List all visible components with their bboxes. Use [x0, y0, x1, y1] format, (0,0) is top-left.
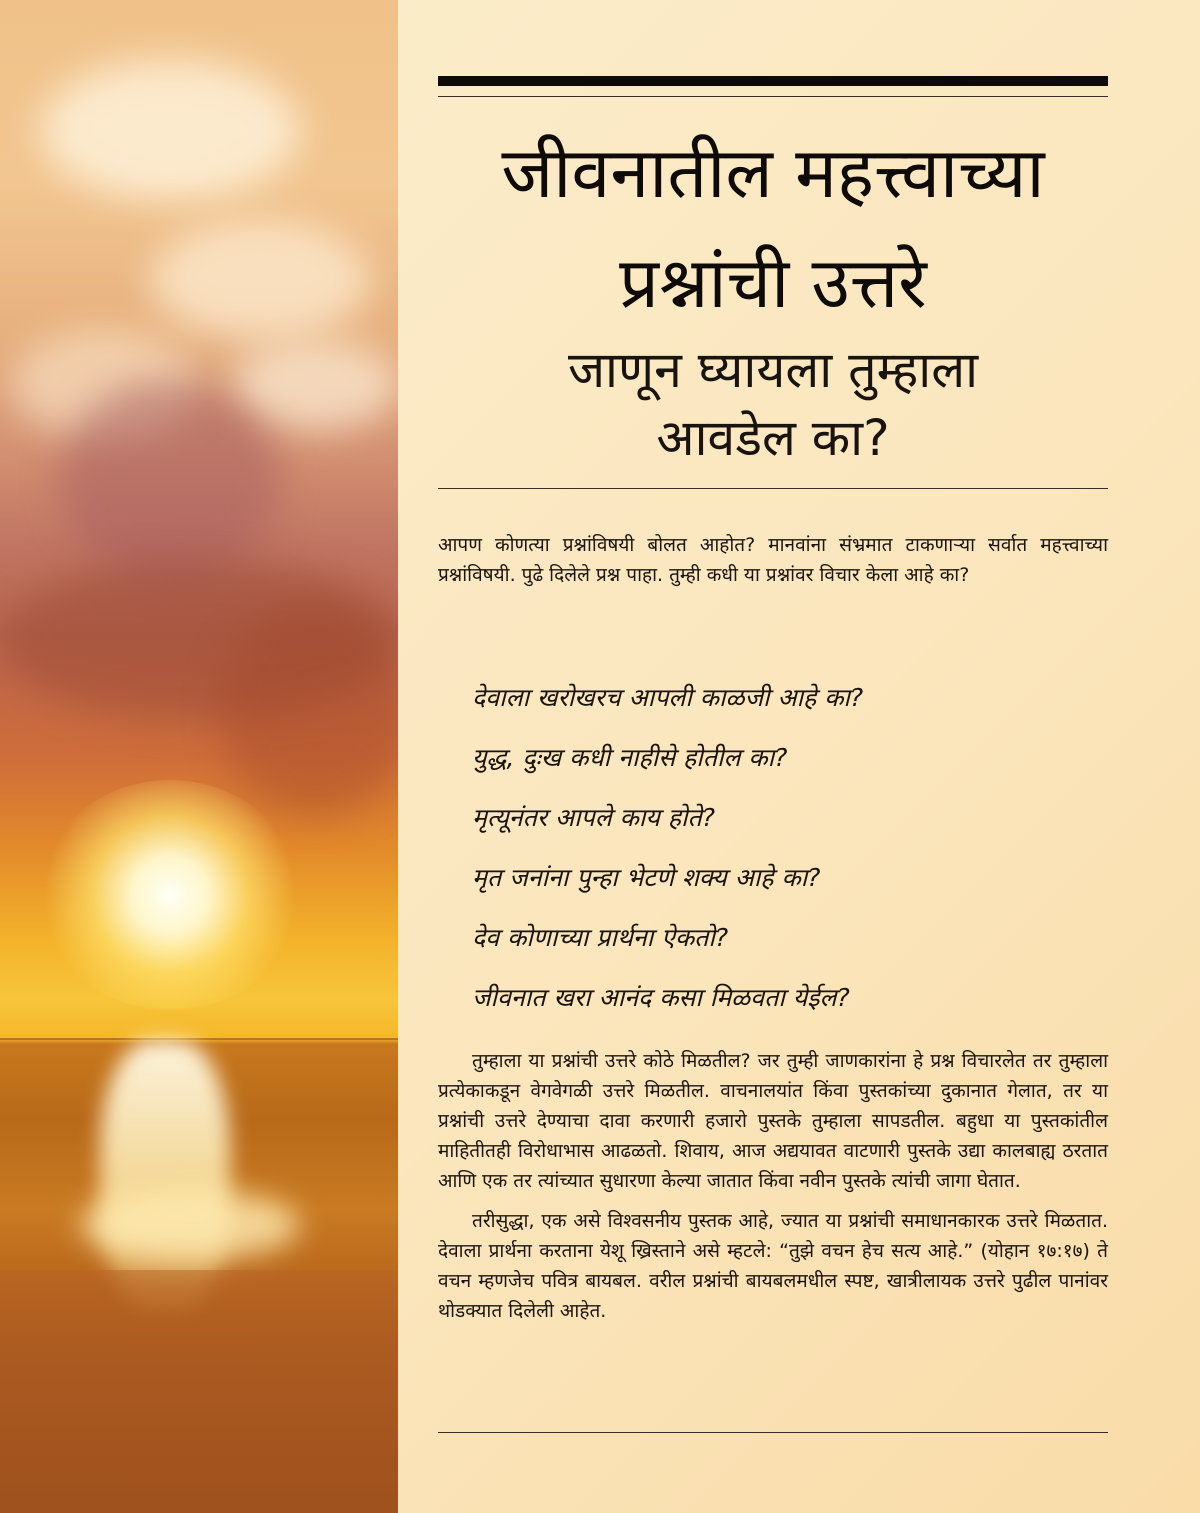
header-divider	[438, 488, 1108, 489]
beach-sand	[0, 1270, 398, 1513]
bottom-rule	[438, 1432, 1108, 1433]
sun	[40, 780, 300, 1010]
body-paragraph-2: तरीसुद्धा, एक असे विश्वसनीय पुस्तक आहे, ज्यात या प्रश्नांची समाधानकारक उत्तरे मिळतात. देवाला प्रार्थना करताना येशू ख्रिस्ताने असे म्हटले: “तुझे वचन हेच सत्य आहे.” (योहान १७:१७) ते वचन म्हणजेच पवित्र बायबल. वरील प्रश्नांची बायबलमधील स्पष्ट, खात्रीलायक उत्तरे पुढील पानांवर थोडक्यात दिलेली आहेत.	[438, 1210, 1108, 1322]
question-item: जीवनात खरा आनंद कसा मिळवता येईल?	[472, 983, 850, 1012]
subtitle-line-1: जाणून घ्यायला तुम्हाला	[567, 341, 979, 399]
cloud-highlight	[150, 220, 370, 340]
cloud-highlight	[40, 60, 300, 200]
sunset-photo	[0, 0, 398, 1513]
wet-shore	[80, 1190, 300, 1260]
question-item: मृत जनांना पुन्हा भेटणे शक्य आहे का?	[472, 863, 821, 892]
question-item: युद्ध, दुःख कधी नाहीसे होतील का?	[472, 743, 788, 772]
intro-paragraph: आपण कोणत्या प्रश्नांविषयी बोलत आहोत? मानवांना संभ्रमात टाकणाऱ्या सर्वात महत्त्वाच्या प्रश्नांविषयी. पुढे दिलेले प्रश्न पाहा. तुम्ही कधी या प्रश्नांवर विचार केला आहे का?	[438, 534, 1108, 586]
top-thick-rule	[438, 76, 1108, 86]
horizon-line	[0, 1038, 398, 1040]
subtitle-line-2: आवडेल का?	[656, 409, 890, 467]
page-subtitle	[438, 336, 1108, 472]
question-item: मृत्यूनंतर आपले काय होते?	[472, 803, 716, 832]
title-line-1: जीवनातील महत्त्वाच्या	[501, 132, 1045, 214]
body-paragraph-1: तुम्हाला या प्रश्नांची उत्तरे कोठे मिळतील? जर तुम्ही जाणकारांना हे प्रश्न विचारलेत तर तुम्हाला प्रत्येकाकडून वेगवेगळी उत्तरे मिळतील. वाचनालयांत किंवा पुस्तकांच्या दुकानात गेलात, तर या प्रश्नांची उत्तरे देण्याचा दावा करणारी हजारो पुस्तके तुम्हाला सापडतील. बहुधा या पुस्तकांतील माहितीतही विरोधाभास आढळतो. शिवाय, आज अद्ययावत वाटणारी पुस्तके उद्या कालबाह्य ठरतात आणि एक तर त्यांच्यात सुधारणा केल्या जातात किंवा नवीन पुस्तके त्यांची जागा घेतात.	[438, 1050, 1108, 1192]
page-title	[438, 118, 1108, 338]
text-column	[398, 0, 1200, 1513]
title-line-2: प्रश्नांची उत्तरे	[619, 242, 927, 324]
cloud-shadow	[220, 600, 398, 820]
question-item: देव कोणाच्या प्रार्थना ऐकतो?	[472, 923, 729, 952]
questions-list	[472, 668, 1092, 1028]
cloud-shadow	[60, 380, 280, 580]
top-thin-rule	[438, 96, 1108, 97]
body-text	[438, 1046, 1108, 1336]
question-item: देवाला खरोखरच आपली काळजी आहे का?	[472, 683, 864, 712]
